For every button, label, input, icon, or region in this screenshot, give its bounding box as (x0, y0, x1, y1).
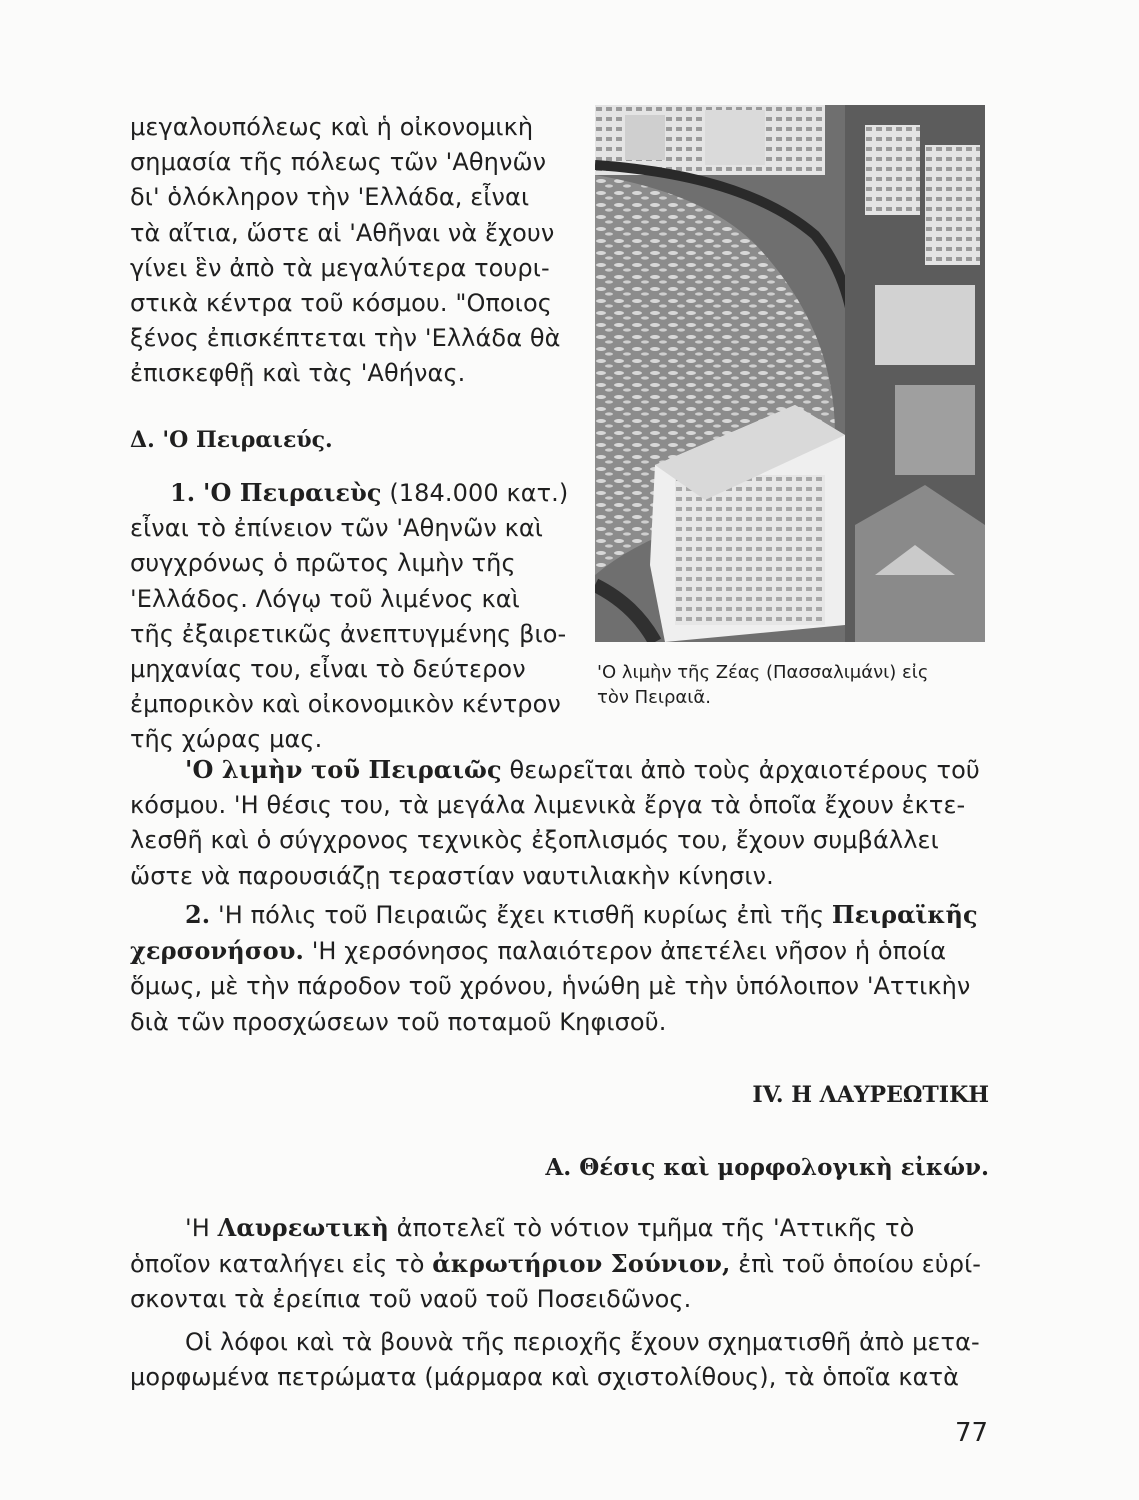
zea-harbour-photo (595, 105, 985, 642)
harbour-photo-graphic (595, 105, 985, 642)
city-paragraph: 2. 'Η πόλις τοῦ Πειραιῶς ἔχει κτισθῆ κυρίως ἐπὶ τῆς Πειραϊκῆς χερσονήσου. 'Η χερσόνησος παλαιότερον ἀπετέλει νῆσον ἡ ὁποία ὅμως, μὲ τὴν πάροδον τοῦ χρόνου, ἡνώθη μὲ τὴν ὑπόλοιπον 'Αττικὴν διὰ τῶν προσχώσεων τοῦ ποταμοῦ Κηφισοῦ. (130, 900, 978, 1036)
hills-paragraph: Οἱ λόφοι καὶ τὰ βουνὰ τῆς περιοχῆς ἔχουν σχηματισθῆ ἀπὸ μετα- μορφωμένα πετρώματα (μάρμαρα καὶ σχιστολίθους), τὰ ὁποῖα κατὰ (130, 1328, 980, 1392)
section-d-heading: Δ. 'Ο Πειραιεύς. (130, 427, 333, 453)
piraeus-paragraph: 1. 'Ο Πειραιεὺς (184.000 κατ.) εἶναι τὸ ἐπίνειον τῶν 'Αθηνῶν καὶ συγχρόνως ὁ πρῶτος λιμὴν τῆς 'Ελλάδος. Λόγῳ τοῦ λιμένος καὶ τῆς ἐξαιρετικῶς ἀνεπτυγμένης βιο- μηχανίας του, εἶναι τὸ δεύτερον ἐμπορικὸν καὶ οἰκονομικὸν κέντρον τῆς χώρας μας. (130, 478, 569, 754)
intro-paragraph: μεγαλουπόλεως καὶ ἡ οἰκονομικὴ σημασία τῆς πόλεως τῶν 'Αθηνῶν δι' ὁλόκληρον τὴν 'Ελλάδα, εἶναι τὰ αἴτια, ὥστε αἱ 'Αθῆναι νὰ ἔχουν γίνει ἓν ἀπὸ τὰ μεγαλύτερα τουρι- στικὰ κέντρα τοῦ κόσμου. "Οποιος ξένος ἐπισκέπτεται τὴν 'Ελλάδα θὰ ἐπισκεφθῇ καὶ τὰς 'Αθήνας. (130, 113, 561, 388)
harbour-bold-term: 'Ο λιμὴν τοῦ Πειραιῶς (185, 755, 502, 784)
lavreotiki-paragraph: 'Η Λαυρεωτικὴ ἀποτελεῖ τὸ νότιον τμῆμα τῆς 'Αττικῆς τὸ ὁποῖον καταλήγει εἰς τὸ ἀκρωτήριον Σούνιον, ἐπὶ τοῦ ὁποίου εὑρί- σκονται τὰ ἐρείπια τοῦ ναοῦ τοῦ Ποσειδῶνος. (130, 1213, 982, 1314)
peninsula-bold-term: Πειραϊκῆς (831, 900, 978, 929)
chapter-heading: IV. Η ΛΑΥΡΕΩΤΙΚΗ (752, 1082, 989, 1108)
lavreotiki-bold-term: Λαυρεωτικὴ (217, 1213, 389, 1242)
photo-caption: 'Ο λιμὴν τῆς Ζέας (Πασσαλιμάνι) εἰς τὸν Πειραιᾶ. (597, 662, 929, 708)
harbour-paragraph: 'Ο λιμὴν τοῦ Πειραιῶς θεωρεῖται ἀπὸ τοὺς ἀρχαιοτέρους τοῦ κόσμου. 'Η θέσις του, τὰ μεγάλα λιμενικὰ ἔργα τὰ ὁποῖα ἔχουν ἐκτε- λεσθῆ καὶ ὁ σύγχρονος τεχνικὸς ἐξοπλισμός του, ἔχουν συμβάλλει ὥστε νὰ παρουσιάζῃ τεραστίαν ναυτιλιακὴν κίνησιν. (130, 755, 980, 890)
page-number: 77 (955, 1418, 989, 1448)
sounion-bold-term: ἀκρωτήριον Σούνιον, (432, 1249, 731, 1279)
section-a-heading: Α. Θέσις καὶ μορφολογικὴ εἰκών. (545, 1154, 989, 1181)
piraeus-bold-term: 'Ο Πειραιεὺς (203, 478, 382, 507)
